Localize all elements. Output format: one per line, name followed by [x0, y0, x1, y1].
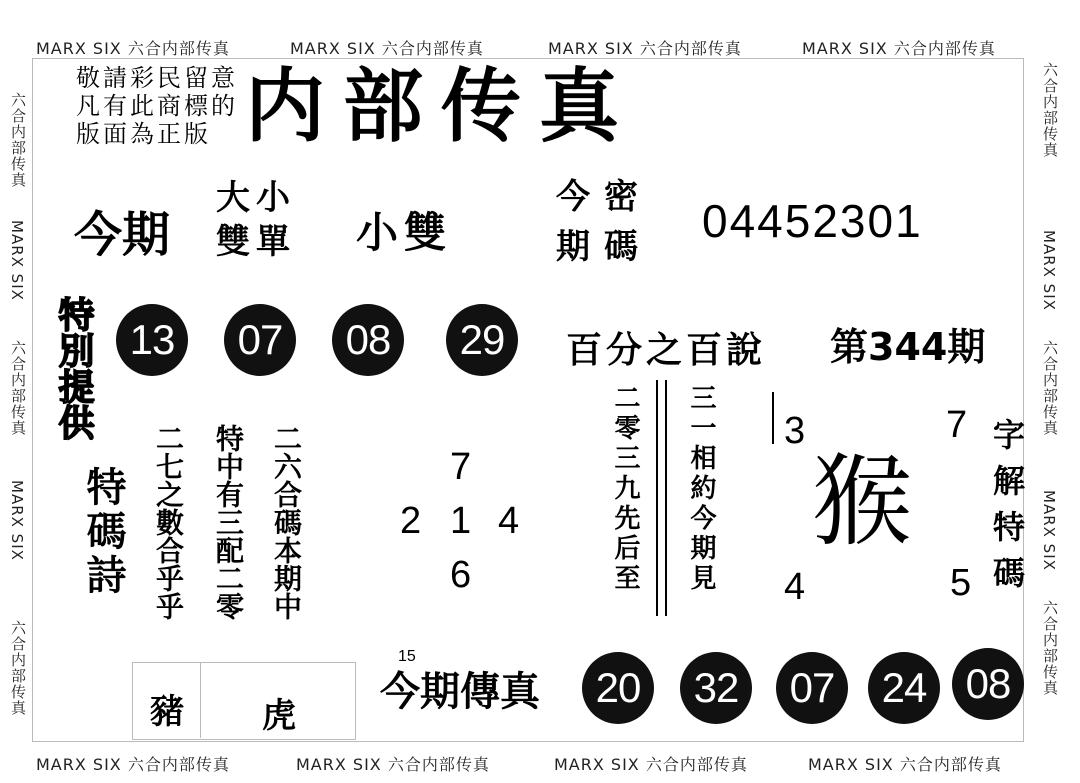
band-text: MARX SIX 六合内部传真 — [296, 755, 490, 774]
band-text: MARX SIX — [1040, 490, 1058, 571]
secret-code-label — [556, 172, 652, 272]
zodiac-corner-bottom-right: 5 — [950, 562, 972, 604]
page-frame — [32, 58, 1024, 742]
small-number: 15 — [398, 648, 416, 665]
poem-column: 特中有三配二零 — [212, 424, 245, 620]
band-text: 六合内部传真 — [1041, 600, 1059, 696]
fax-ball: 24 — [868, 652, 940, 724]
band-text: 六合内部传真 — [9, 340, 27, 436]
size-label-bottom: 雙單 — [216, 222, 296, 262]
zodiac-corner-top-right: 7 — [946, 404, 968, 446]
band-text: MARX SIX 六合内部传真 — [548, 39, 742, 58]
notice-line: 敬請彩民留意 — [76, 64, 238, 92]
notice-line: 凡有此商標的 — [76, 92, 238, 120]
fax-ball: 07 — [776, 652, 848, 724]
animal-item: 豬 — [150, 692, 184, 732]
fax-ball: 20 — [582, 652, 654, 724]
today-label: 今期 — [74, 207, 171, 263]
band-text: 六合内部传真 — [1041, 62, 1059, 158]
cross-right: 4 — [498, 500, 520, 542]
fax-ball: 32 — [680, 652, 752, 724]
issue-number: 第344期 — [830, 325, 986, 369]
cross-center: 1 — [450, 500, 472, 542]
notice-line: 版面為正版 — [76, 120, 211, 148]
animal-box-divider — [200, 662, 201, 738]
band-text: MARX SIX — [1040, 230, 1058, 311]
band-text: 六合内部传真 — [9, 620, 27, 716]
zodiac-corner-top-left: 3 — [784, 410, 806, 452]
band-text: 六合内部传真 — [1041, 340, 1059, 436]
band-text: MARX SIX — [8, 220, 26, 301]
special-ball: 08 — [332, 304, 404, 376]
special-ball: 29 — [446, 304, 518, 376]
band-text: MARX SIX 六合内部传真 — [36, 755, 230, 774]
divider — [656, 380, 658, 616]
band-text: MARX SIX — [8, 480, 26, 561]
special-ball: 07 — [224, 304, 296, 376]
page-title: 内部传真 — [245, 59, 637, 153]
secret-code: 04452301 — [702, 195, 923, 247]
band-text: MARX SIX 六合内部传真 — [36, 39, 230, 58]
cross-top: 7 — [450, 446, 472, 488]
special-ball: 13 — [116, 304, 188, 376]
band-text: MARX SIX 六合内部传真 — [808, 755, 1002, 774]
divider — [665, 380, 667, 616]
authenticity-notice — [76, 64, 238, 148]
secret-label-bottom: 期碼 — [556, 227, 652, 267]
zodiac-side-label: 字解特碼 — [988, 418, 1026, 602]
cross-bottom: 6 — [450, 554, 472, 596]
hint-column: 二零三九先后至 — [610, 384, 640, 594]
band-text: MARX SIX 六合内部传真 — [290, 39, 484, 58]
poem-column: 二六合碼本期中 — [270, 424, 303, 620]
band-text: MARX SIX 六合内部传真 — [802, 39, 996, 58]
divider — [772, 392, 774, 444]
hint-column: 三一相約今期見 — [686, 384, 716, 594]
fax-ball: 08 — [952, 648, 1024, 720]
band-text: 六合内部传真 — [9, 92, 27, 188]
cross-left: 2 — [400, 500, 422, 542]
guarantee-text: 百分之百說 — [566, 329, 767, 371]
poem-column: 二七之數合乎乎 — [152, 424, 185, 620]
size-parity-label — [216, 176, 296, 264]
band-text: MARX SIX 六合内部传真 — [554, 755, 748, 774]
animal-item: 虎 — [262, 696, 296, 736]
secret-label-top: 今密 — [556, 177, 652, 217]
zodiac-corner-bottom-left: 4 — [784, 566, 806, 608]
poem-label: 特碼詩 — [80, 466, 127, 598]
size-parity-value: 小雙 — [356, 208, 453, 257]
fax-label: 今期傳真 — [380, 668, 540, 715]
special-label: 特別提供 — [53, 296, 95, 440]
zodiac-main: 猴 — [812, 443, 912, 560]
size-label-top: 大小 — [216, 178, 296, 218]
